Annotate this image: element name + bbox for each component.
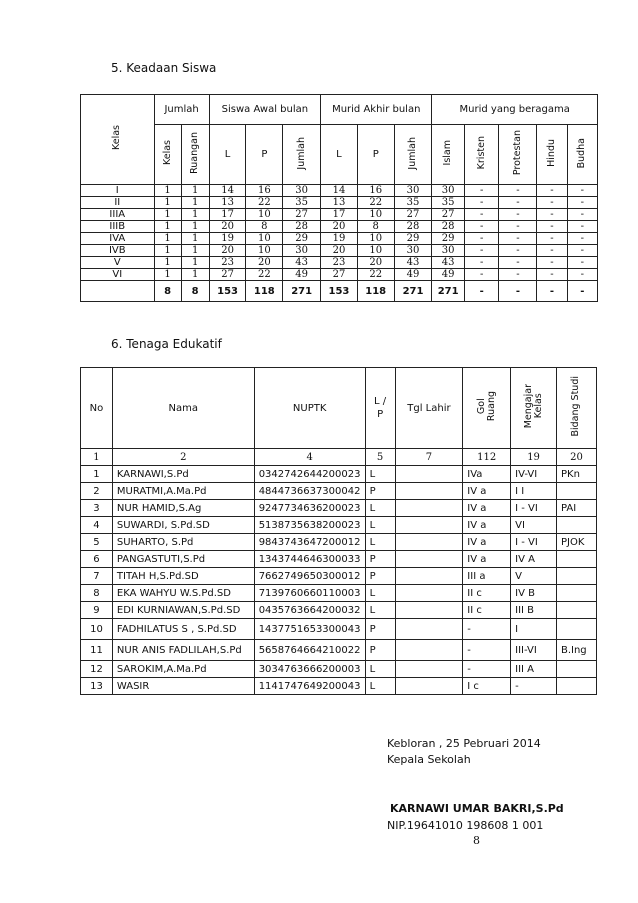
column-index: 20 xyxy=(556,449,596,466)
table-cell: 8 xyxy=(246,221,283,233)
table-cell: 1 xyxy=(181,269,209,281)
table-cell: 35 xyxy=(394,197,432,209)
signature-role: Kepala Sekolah xyxy=(387,753,471,766)
table-cell xyxy=(395,517,463,534)
header-l-akhir: L xyxy=(321,125,358,185)
table-cell: - xyxy=(464,245,499,257)
table-row xyxy=(81,534,597,551)
table-cell: I xyxy=(81,185,155,197)
header-p-akhir: P xyxy=(357,125,394,185)
table-cell: 2 xyxy=(81,483,113,500)
table-cell xyxy=(556,619,596,640)
table-cell: III A xyxy=(511,661,557,678)
table-cell: 5138735638200023 xyxy=(254,517,365,534)
table-cell: V xyxy=(511,568,557,585)
table-cell: 43 xyxy=(283,257,321,269)
header-protestan: Protestan xyxy=(499,125,537,185)
table-cell: 0435763664200032 xyxy=(254,602,365,619)
table-cell: 10 xyxy=(246,233,283,245)
table-cell: 43 xyxy=(394,257,432,269)
header-budha: Budha xyxy=(567,125,597,185)
table-cell: - xyxy=(567,233,597,245)
signature-name: KARNAWI UMAR BAKRI,S.Pd xyxy=(390,802,564,815)
table-cell: 7 xyxy=(81,568,113,585)
table-cell: IV B xyxy=(511,585,557,602)
header-islam: Islam xyxy=(432,125,464,185)
table-cell: - xyxy=(511,678,557,695)
table-cell: - xyxy=(499,233,537,245)
header-murid-akhir: Murid Akhir bulan xyxy=(321,95,432,125)
table-cell: P xyxy=(365,640,395,661)
table-cell: 22 xyxy=(246,269,283,281)
table-cell: III a xyxy=(463,568,511,585)
column-index-row xyxy=(81,449,597,466)
column-index: 5 xyxy=(365,449,395,466)
table-cell: PKn xyxy=(556,466,596,483)
table-cell: PJOK xyxy=(556,534,596,551)
table-cell: II xyxy=(81,197,155,209)
table-cell xyxy=(556,551,596,568)
table-cell: - xyxy=(463,640,511,661)
table-cell: PAI xyxy=(556,500,596,517)
table-cell: 10 xyxy=(81,619,113,640)
header-p-awal: P xyxy=(246,125,283,185)
header-no: No xyxy=(81,368,113,449)
table-cell: 1 xyxy=(181,233,209,245)
table-cell: 4844736637300042 xyxy=(254,483,365,500)
table-cell: 1 xyxy=(154,185,181,197)
table-row xyxy=(81,500,597,517)
table-cell: 20 xyxy=(209,221,246,233)
total-cell: 271 xyxy=(283,281,321,302)
table-cell: 20 xyxy=(321,245,358,257)
table-cell: PANGASTUTI,S.Pd xyxy=(112,551,254,568)
table-cell: - xyxy=(499,209,537,221)
table-cell: 29 xyxy=(283,233,321,245)
table-cell: 30 xyxy=(283,185,321,197)
table-cell xyxy=(395,678,463,695)
table-row xyxy=(81,483,597,500)
table-cell: IIIB xyxy=(81,221,155,233)
table-cell: - xyxy=(567,221,597,233)
header-kelas: Kelas xyxy=(81,95,155,185)
table-cell xyxy=(556,585,596,602)
header-bidang-studi: Bidang Studi xyxy=(556,368,596,449)
table-row xyxy=(81,602,597,619)
table-cell xyxy=(556,602,596,619)
table-cell: - xyxy=(567,257,597,269)
table-cell: SUHARTO, S.Pd xyxy=(112,534,254,551)
table-cell: P xyxy=(365,483,395,500)
table-cell: 30 xyxy=(432,245,464,257)
table-cell: 22 xyxy=(357,197,394,209)
section-6-title: 6. Tenaga Edukatif xyxy=(111,337,222,351)
table-cell: 1437751653300043 xyxy=(254,619,365,640)
table-cell xyxy=(395,661,463,678)
total-cell: 271 xyxy=(432,281,464,302)
table-cell: 6 xyxy=(81,551,113,568)
table-cell: - xyxy=(537,221,567,233)
table-cell: IV a xyxy=(463,551,511,568)
header-siswa-awal: Siswa Awal bulan xyxy=(209,95,320,125)
table-cell: L xyxy=(365,534,395,551)
table-cell: I I xyxy=(511,483,557,500)
header-agama: Murid yang beragama xyxy=(432,95,598,125)
table-cell: IVa xyxy=(463,466,511,483)
table-cell: IV a xyxy=(463,534,511,551)
table-cell: 43 xyxy=(432,257,464,269)
table-cell xyxy=(395,500,463,517)
total-cell: 153 xyxy=(321,281,358,302)
table-cell xyxy=(395,466,463,483)
total-cell xyxy=(81,281,155,302)
table-row xyxy=(81,640,597,661)
column-index: 7 xyxy=(395,449,463,466)
table-cell: IV a xyxy=(463,483,511,500)
header-jumlah: Jumlah xyxy=(154,95,209,125)
table-cell: 1 xyxy=(181,185,209,197)
total-cell: 271 xyxy=(394,281,432,302)
table-cell: 7139760660110003 xyxy=(254,585,365,602)
table-cell: 1343744646300033 xyxy=(254,551,365,568)
table-cell: 27 xyxy=(394,209,432,221)
table-cell xyxy=(556,517,596,534)
table-cell: - xyxy=(537,209,567,221)
table-cell: II c xyxy=(463,602,511,619)
table-cell: - xyxy=(499,221,537,233)
table-cell: - xyxy=(537,197,567,209)
table-row xyxy=(81,221,598,233)
table-cell: 20 xyxy=(357,257,394,269)
table-cell: 28 xyxy=(394,221,432,233)
table-cell: - xyxy=(567,209,597,221)
table-cell: 16 xyxy=(357,185,394,197)
table-cell: 5658764664210022 xyxy=(254,640,365,661)
table-cell xyxy=(395,640,463,661)
table-cell: 27 xyxy=(283,209,321,221)
table-cell: 27 xyxy=(432,209,464,221)
table-cell: 14 xyxy=(321,185,358,197)
table-cell: 30 xyxy=(432,185,464,197)
table-cell: II c xyxy=(463,585,511,602)
table-cell: 20 xyxy=(321,221,358,233)
table-cell: 29 xyxy=(432,233,464,245)
header-sub-ruangan: Ruangan xyxy=(181,125,209,185)
table-cell: III-VI xyxy=(511,640,557,661)
table-cell: IVB xyxy=(81,245,155,257)
table-cell: 19 xyxy=(321,233,358,245)
table-cell: - xyxy=(537,257,567,269)
total-cell: - xyxy=(567,281,597,302)
table-cell: - xyxy=(567,245,597,257)
table-row xyxy=(81,245,598,257)
table-cell xyxy=(395,619,463,640)
table-cell: TITAH H,S.Pd.SD xyxy=(112,568,254,585)
table-cell: L xyxy=(365,585,395,602)
table-cell xyxy=(395,568,463,585)
table-cell: - xyxy=(567,197,597,209)
table-cell: - xyxy=(499,245,537,257)
total-row xyxy=(81,281,598,302)
table-cell: 1 xyxy=(181,257,209,269)
table-cell: 1 xyxy=(154,221,181,233)
total-cell: - xyxy=(464,281,499,302)
table-cell: 0342742644200023 xyxy=(254,466,365,483)
table-cell: 10 xyxy=(357,209,394,221)
table-row xyxy=(81,517,597,534)
table-cell xyxy=(395,551,463,568)
table-cell xyxy=(556,678,596,695)
table-cell: IV a xyxy=(463,500,511,517)
section-5-title: 5. Keadaan Siswa xyxy=(111,61,217,75)
header-sub-kelas: Kelas xyxy=(154,125,181,185)
table-cell: IV-VI xyxy=(511,466,557,483)
table-cell: - xyxy=(499,269,537,281)
table-row xyxy=(81,209,598,221)
table-cell: - xyxy=(537,245,567,257)
table-cell: I - VI xyxy=(511,534,557,551)
table-cell: 12 xyxy=(81,661,113,678)
table-row xyxy=(81,619,597,640)
table-cell: SUWARDI, S.Pd.SD xyxy=(112,517,254,534)
table-cell: 4 xyxy=(81,517,113,534)
table-cell: IV a xyxy=(463,517,511,534)
total-cell: 153 xyxy=(209,281,246,302)
table-cell: L xyxy=(365,500,395,517)
table-cell: 5 xyxy=(81,534,113,551)
table-cell: NUR ANIS FADLILAH,S.Pd xyxy=(112,640,254,661)
header-nuptk: NUPTK xyxy=(254,368,365,449)
header-tgl-lahir: Tgl Lahir xyxy=(395,368,463,449)
table-cell: P xyxy=(365,568,395,585)
table-cell: - xyxy=(537,233,567,245)
table-cell: MURATMI,A.Ma.Pd xyxy=(112,483,254,500)
table-cell: - xyxy=(567,269,597,281)
student-table xyxy=(80,94,598,302)
header-jumlah-akhir: Jumlah xyxy=(394,125,432,185)
column-index: 4 xyxy=(254,449,365,466)
column-index: 1 xyxy=(81,449,113,466)
table-cell: 7662749650300012 xyxy=(254,568,365,585)
table-cell: 11 xyxy=(81,640,113,661)
table-row xyxy=(81,568,597,585)
table-row xyxy=(81,233,598,245)
table-cell: 1 xyxy=(81,466,113,483)
page-number: 8 xyxy=(473,834,480,847)
table-cell: - xyxy=(537,185,567,197)
table-cell: L xyxy=(365,678,395,695)
table-cell: 1 xyxy=(181,245,209,257)
table-cell: 10 xyxy=(246,245,283,257)
total-cell: - xyxy=(499,281,537,302)
table-cell: 10 xyxy=(246,209,283,221)
table-cell: L xyxy=(365,466,395,483)
table-cell: 29 xyxy=(394,233,432,245)
table-cell: - xyxy=(464,209,499,221)
table-cell: NUR HAMID,S.Ag xyxy=(112,500,254,517)
table-cell: WASIR xyxy=(112,678,254,695)
table-cell: 13 xyxy=(81,678,113,695)
table-row xyxy=(81,661,597,678)
table-cell: 13 xyxy=(209,197,246,209)
header-mengajar-kelas: Mengajar Kelas xyxy=(511,368,557,449)
table-cell: 10 xyxy=(357,233,394,245)
table-cell: 3034763666200003 xyxy=(254,661,365,678)
table-cell: - xyxy=(537,269,567,281)
table-cell: 28 xyxy=(283,221,321,233)
table-cell: - xyxy=(464,257,499,269)
table-cell: 49 xyxy=(394,269,432,281)
table-cell: KARNAWI,S.Pd xyxy=(112,466,254,483)
table-cell: - xyxy=(463,619,511,640)
table-cell: IVA xyxy=(81,233,155,245)
table-cell: 23 xyxy=(209,257,246,269)
table-cell: 28 xyxy=(432,221,464,233)
table-cell: - xyxy=(464,221,499,233)
table-cell: 17 xyxy=(321,209,358,221)
table-cell: 1 xyxy=(154,269,181,281)
table-cell: - xyxy=(464,233,499,245)
table-cell: 10 xyxy=(357,245,394,257)
table-cell: 1 xyxy=(154,209,181,221)
table-cell: 16 xyxy=(246,185,283,197)
table-cell: 1 xyxy=(181,209,209,221)
table-row xyxy=(81,197,598,209)
table-cell: 14 xyxy=(209,185,246,197)
table-row xyxy=(81,585,597,602)
table-row xyxy=(81,269,598,281)
table-cell: IIIA xyxy=(81,209,155,221)
total-cell: 8 xyxy=(154,281,181,302)
table-cell xyxy=(395,483,463,500)
table-cell: 35 xyxy=(283,197,321,209)
table-cell: 1 xyxy=(154,197,181,209)
table-cell xyxy=(556,568,596,585)
table-cell: 1 xyxy=(154,257,181,269)
table-cell: 3 xyxy=(81,500,113,517)
table-cell: P xyxy=(365,551,395,568)
table-cell: I xyxy=(511,619,557,640)
table-cell: 20 xyxy=(246,257,283,269)
table-cell: SAROKIM,A.Ma.Pd xyxy=(112,661,254,678)
table-cell: 19 xyxy=(209,233,246,245)
table-cell: VI xyxy=(511,517,557,534)
header-lp: L / P xyxy=(365,368,395,449)
table-cell: P xyxy=(365,619,395,640)
table-cell: - xyxy=(499,185,537,197)
table-cell: - xyxy=(464,185,499,197)
table-cell: 1141747649200043 xyxy=(254,678,365,695)
signature-nip: NIP.19641010 198608 1 001 xyxy=(387,819,544,832)
table-cell: I c xyxy=(463,678,511,695)
table-cell: EKA WAHYU W.S.Pd.SD xyxy=(112,585,254,602)
header-l-awal: L xyxy=(209,125,246,185)
table-cell xyxy=(395,602,463,619)
table-row xyxy=(81,185,598,197)
column-index: 19 xyxy=(511,449,557,466)
table-row xyxy=(81,257,598,269)
table-cell: - xyxy=(464,197,499,209)
total-cell: 118 xyxy=(357,281,394,302)
table-cell: 8 xyxy=(81,585,113,602)
table-cell: FADHILATUS S , S.Pd.SD xyxy=(112,619,254,640)
header-hindu: Hindu xyxy=(537,125,567,185)
table-cell: 20 xyxy=(209,245,246,257)
table-row xyxy=(81,678,597,695)
table-cell: VI xyxy=(81,269,155,281)
table-cell xyxy=(556,661,596,678)
table-cell xyxy=(556,483,596,500)
table-cell: 30 xyxy=(394,185,432,197)
table-cell: 9843743647200012 xyxy=(254,534,365,551)
header-nama: Nama xyxy=(112,368,254,449)
table-cell: 22 xyxy=(357,269,394,281)
total-cell: - xyxy=(537,281,567,302)
total-cell: 118 xyxy=(246,281,283,302)
table-cell: L xyxy=(365,517,395,534)
teacher-table xyxy=(80,367,597,695)
column-index: 112 xyxy=(463,449,511,466)
table-cell: 22 xyxy=(246,197,283,209)
table-cell: 49 xyxy=(432,269,464,281)
table-cell: 30 xyxy=(394,245,432,257)
table-cell: - xyxy=(464,269,499,281)
table-cell xyxy=(395,534,463,551)
header-kristen: Kristen xyxy=(464,125,499,185)
table-cell: I - VI xyxy=(511,500,557,517)
table-cell: 9247734636200023 xyxy=(254,500,365,517)
table-cell: - xyxy=(499,197,537,209)
table-cell: B.Ing xyxy=(556,640,596,661)
table-cell: 27 xyxy=(209,269,246,281)
table-cell: 30 xyxy=(283,245,321,257)
table-cell: 1 xyxy=(181,221,209,233)
table-cell: III B xyxy=(511,602,557,619)
table-row xyxy=(81,551,597,568)
table-cell: - xyxy=(463,661,511,678)
table-cell: 8 xyxy=(357,221,394,233)
table-cell: 1 xyxy=(181,197,209,209)
total-cell: 8 xyxy=(181,281,209,302)
column-index: 2 xyxy=(112,449,254,466)
table-cell: IV A xyxy=(511,551,557,568)
table-cell xyxy=(395,585,463,602)
table-row xyxy=(81,466,597,483)
table-cell: EDI KURNIAWAN,S.Pd.SD xyxy=(112,602,254,619)
table-cell: 1 xyxy=(154,233,181,245)
table-cell: 13 xyxy=(321,197,358,209)
table-cell: - xyxy=(499,257,537,269)
table-cell: L xyxy=(365,661,395,678)
table-cell: 17 xyxy=(209,209,246,221)
table-cell: - xyxy=(567,185,597,197)
header-gol-ruang: Gol Ruang xyxy=(463,368,511,449)
table-cell: 9 xyxy=(81,602,113,619)
table-cell: V xyxy=(81,257,155,269)
table-cell: 35 xyxy=(432,197,464,209)
table-cell: 27 xyxy=(321,269,358,281)
header-jumlah-awal: Jumlah xyxy=(283,125,321,185)
table-cell: 49 xyxy=(283,269,321,281)
table-cell: 23 xyxy=(321,257,358,269)
signature-place-date: Kebloran , 25 Pebruari 2014 xyxy=(387,737,541,750)
table-cell: 1 xyxy=(154,245,181,257)
table-cell: L xyxy=(365,602,395,619)
